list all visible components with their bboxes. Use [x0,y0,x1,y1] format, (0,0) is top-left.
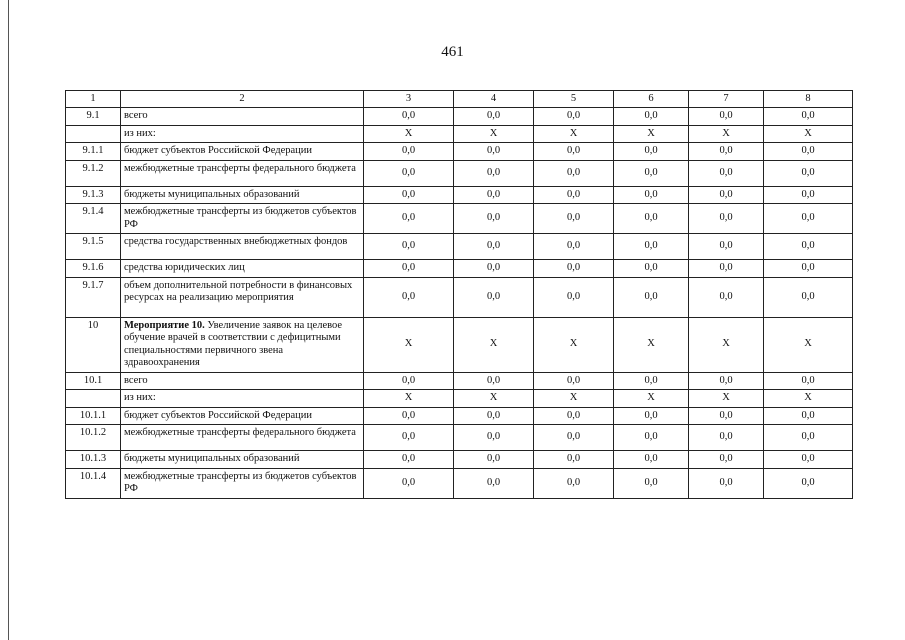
row-name-text: бюджет субъектов Российской Федерации [124,409,312,421]
value-cell: 0,0 [364,407,454,425]
value-cell: 0,0 [534,260,614,278]
value-cell: 0,0 [454,425,534,451]
value-cell: 0,0 [614,372,689,390]
row-number: 9.1.4 [66,204,121,234]
row-name-text: бюджеты муниципальных образований [124,453,300,464]
row-name-text: Увеличение заявок на целевое обучение врачей в соответствии с дефицитными специальностями первичного звена здравоохранения [124,319,343,368]
value-cell: 0,0 [454,372,534,390]
value-cell: 0,0 [689,451,764,469]
value-cell: 0,0 [364,260,454,278]
value-cell: 0,0 [614,204,689,234]
value-cell: 0,0 [689,260,764,278]
row-name-text: межбюджетные трансферты федерального бюджета [124,162,356,174]
value-cell: X [614,125,689,143]
value-cell: 0,0 [689,160,764,186]
value-cell: 0,0 [534,425,614,451]
row-name-text: из них: [124,392,156,403]
value-cell: 0,0 [764,234,853,260]
row-name-text: всего [124,374,148,386]
row-name-text: бюджеты муниципальных образований [124,188,300,200]
table-row [66,451,853,469]
header-cell: 8 [764,91,853,108]
header-cell: 6 [614,91,689,108]
value-cell: 0,0 [689,186,764,204]
header-cell: 1 [66,91,121,108]
value-cell: 0,0 [614,160,689,186]
value-cell: 0,0 [689,468,764,498]
row-name [121,204,364,234]
row-name [121,390,364,408]
row-number: 9.1.7 [66,277,121,317]
row-name [121,234,364,260]
value-cell: 0,0 [614,451,689,469]
value-cell: 0,0 [764,186,853,204]
value-cell: 0,0 [689,108,764,126]
value-cell: 0,0 [364,108,454,126]
value-cell: X [764,390,853,408]
row-name-text: межбюджетные трансферты федерального бюджета [124,427,356,438]
value-cell: 0,0 [534,468,614,498]
value-cell: 0,0 [364,186,454,204]
row-name [121,143,364,161]
value-cell: X [534,125,614,143]
value-cell: 0,0 [534,108,614,126]
scan-edge-line [8,0,9,640]
value-cell: 0,0 [454,260,534,278]
value-cell: 0,0 [614,108,689,126]
row-number: 9.1.1 [66,143,121,161]
table-row [66,260,853,278]
table-row [66,204,853,234]
header-cell: 7 [689,91,764,108]
row-name [121,317,364,372]
value-cell: X [614,317,689,372]
value-cell: 0,0 [454,468,534,498]
row-name [121,260,364,278]
value-cell: 0,0 [454,451,534,469]
value-cell: 0,0 [614,407,689,425]
value-cell: X [364,317,454,372]
value-cell: 0,0 [614,260,689,278]
table-row [66,468,853,498]
value-cell: 0,0 [454,143,534,161]
header-cell: 3 [364,91,454,108]
header-cell: 5 [534,91,614,108]
row-number: 9.1.2 [66,160,121,186]
value-cell: 0,0 [764,451,853,469]
value-cell: 0,0 [764,260,853,278]
table-row [66,317,853,372]
page-number: 461 [441,44,464,60]
value-cell: 0,0 [364,425,454,451]
value-cell: 0,0 [364,234,454,260]
value-cell: 0,0 [364,372,454,390]
row-number: 10.1 [66,372,121,390]
value-cell: 0,0 [364,277,454,317]
value-cell: X [454,317,534,372]
value-cell: 0,0 [534,372,614,390]
value-cell: 0,0 [614,468,689,498]
row-number: 9.1 [66,108,121,126]
value-cell: 0,0 [764,160,853,186]
row-name [121,372,364,390]
table-row [66,125,853,143]
value-cell: 0,0 [364,468,454,498]
row-name-text: всего [124,110,148,121]
value-cell: 0,0 [614,425,689,451]
table-row [66,425,853,451]
value-cell: X [364,125,454,143]
value-cell: 0,0 [454,160,534,186]
row-name-text: бюджет субъектов Российской Федерации [124,145,312,156]
row-number [66,390,121,408]
value-cell: 0,0 [454,204,534,234]
value-cell: 0,0 [454,234,534,260]
row-number: 10 [66,317,121,372]
row-name-text: межбюджетные трансферты из бюджетов субъектов РФ [124,470,357,494]
row-name-text: средства юридических лиц [124,262,245,273]
value-cell: 0,0 [689,143,764,161]
row-name [121,425,364,451]
value-cell: 0,0 [764,468,853,498]
table-row [66,108,853,126]
value-cell: 0,0 [534,234,614,260]
value-cell: 0,0 [364,451,454,469]
table-row [66,390,853,408]
value-cell: 0,0 [614,234,689,260]
value-cell: X [764,317,853,372]
row-number: 10.1.1 [66,407,121,425]
value-cell: 0,0 [364,143,454,161]
table-row [66,234,853,260]
value-cell: X [534,390,614,408]
row-number: 10.1.4 [66,468,121,498]
value-cell: 0,0 [689,425,764,451]
header-row [66,91,853,108]
value-cell: X [534,317,614,372]
row-name-text: межбюджетные трансферты из бюджетов субъектов РФ [124,206,357,230]
value-cell: 0,0 [364,204,454,234]
value-cell: 0,0 [764,425,853,451]
row-name [121,451,364,469]
value-cell: 0,0 [534,143,614,161]
header-cell: 4 [454,91,534,108]
row-name [121,407,364,425]
value-cell: X [454,125,534,143]
value-cell: X [764,125,853,143]
value-cell: 0,0 [764,143,853,161]
value-cell: 0,0 [689,277,764,317]
value-cell: 0,0 [764,372,853,390]
value-cell: X [689,390,764,408]
row-name-text: объем дополнительной потребности в финансовых ресурсах на реализацию мероприятия [124,279,353,303]
row-name [121,468,364,498]
value-cell: X [614,390,689,408]
value-cell: 0,0 [534,451,614,469]
row-number: 10.1.3 [66,451,121,469]
value-cell: 0,0 [364,160,454,186]
value-cell: 0,0 [534,407,614,425]
table-row [66,407,853,425]
header-cell: 2 [121,91,364,108]
value-cell: 0,0 [689,372,764,390]
value-cell: 0,0 [764,108,853,126]
value-cell: 0,0 [534,186,614,204]
value-cell: X [454,390,534,408]
row-name [121,277,364,317]
row-number: 9.1.5 [66,234,121,260]
value-cell: 0,0 [614,277,689,317]
row-name [121,125,364,143]
value-cell: 0,0 [689,407,764,425]
table-row [66,372,853,390]
row-number: 9.1.6 [66,260,121,278]
row-name [121,186,364,204]
table-row [66,143,853,161]
value-cell: 0,0 [764,204,853,234]
row-name [121,160,364,186]
value-cell: 0,0 [454,186,534,204]
value-cell: 0,0 [454,277,534,317]
value-cell: 0,0 [764,407,853,425]
value-cell: 0,0 [689,204,764,234]
table-row [66,160,853,186]
measure-title: Мероприятие 10. [124,319,205,331]
table-row [66,186,853,204]
row-name-text: средства государственных внебюджетных фондов [124,236,348,247]
row-name-text: из них: [124,127,156,139]
value-cell: 0,0 [689,234,764,260]
row-name [121,108,364,126]
value-cell: 0,0 [534,160,614,186]
value-cell: 0,0 [534,204,614,234]
value-cell: 0,0 [614,186,689,204]
row-number: 10.1.2 [66,425,121,451]
value-cell: 0,0 [534,277,614,317]
value-cell: X [689,125,764,143]
value-cell: X [689,317,764,372]
value-cell: 0,0 [614,143,689,161]
table-row [66,277,853,317]
row-number: 9.1.3 [66,186,121,204]
budget-table [65,90,853,499]
value-cell: 0,0 [454,407,534,425]
row-number [66,125,121,143]
value-cell: X [364,390,454,408]
value-cell: 0,0 [764,277,853,317]
value-cell: 0,0 [454,108,534,126]
